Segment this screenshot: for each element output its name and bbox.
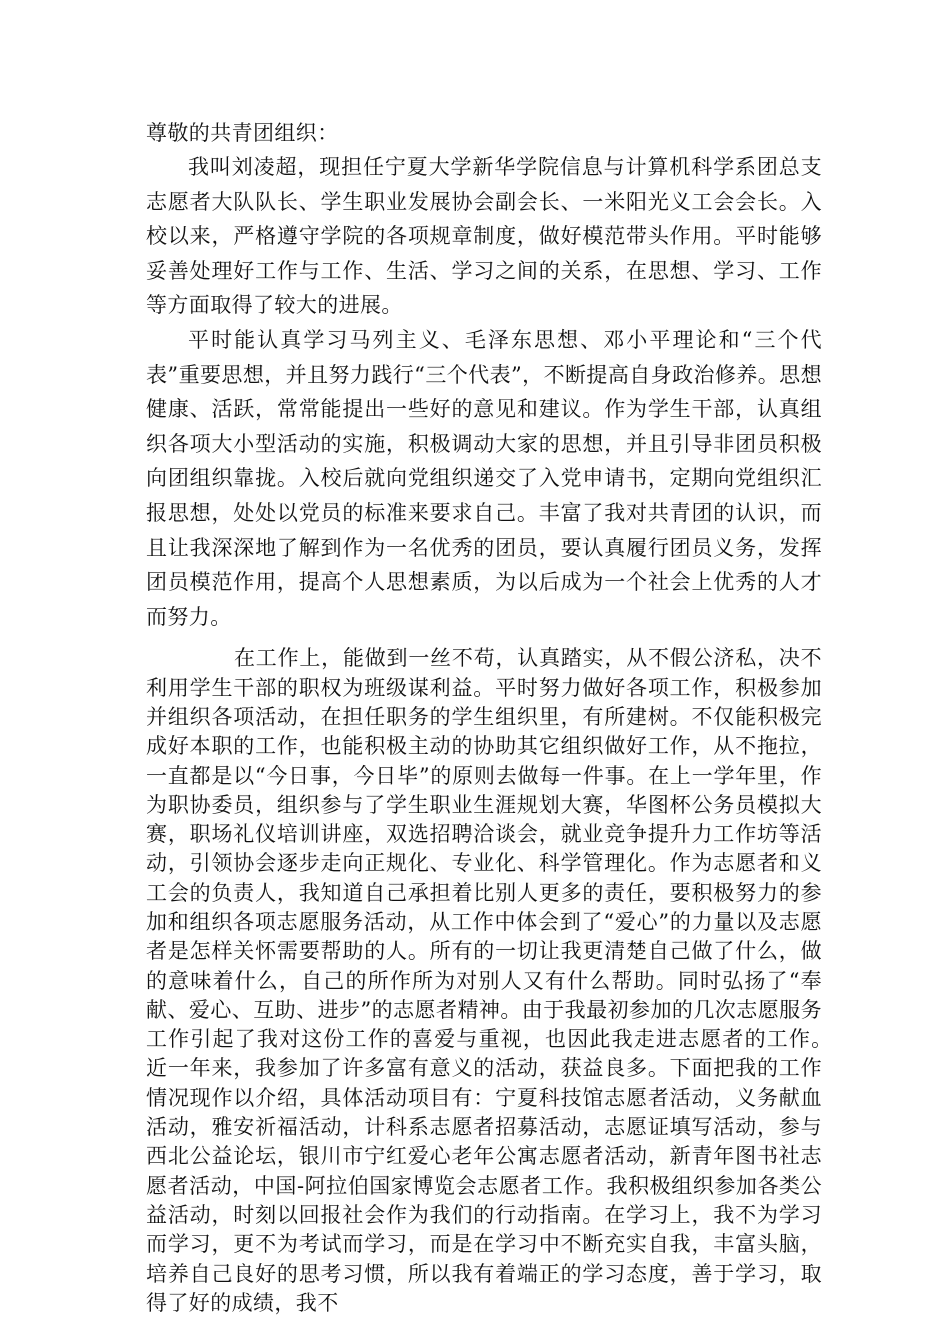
- letter-greeting: 尊敬的共青团组织：: [146, 121, 339, 145]
- letter-body: [146, 116, 844, 1318]
- paragraph-introduction: 我叫刘凌超，现担任宁夏大学新华学院信息与计算机科学系团总支志愿者大队队长、学生职业发展协会副会长、一米阳光义工会会长。入校以来，严格遵守学院的各项规章制度，做好模范带头作用。平时能够妥善处理好工作与工作、生活、学习之间的关系，在思想、学习、工作等方面取得了较大的进展。: [146, 155, 822, 318]
- paragraph-political-study: 平时能认真学习马列主义、毛泽东思想、邓小平理论和“三个代表”重要思想，并且努力践行“三个代表”，不断提高自身政治修养。思想健康、活跃，常常能提出一些好的意见和建议。作为学生干部，认真组织各项大小型活动的实施，积极调动大家的思想，并且引导非团员积极向团组织靠拢。入校后就向党组织递交了入党申请书，定期向党组织汇报思想，处处以党员的标准来要求自己。丰富了我对共青团的认识，而且让我深深地了解到作为一名优秀的团员，要认真履行团员义务，发挥团员模范作用，提高个人思想素质，为以后成为一个社会上优秀的人才而努力。: [146, 327, 822, 629]
- paragraph-work-and-activities: 在工作上，能做到一丝不苟，认真踏实，从不假公济私，决不利用学生干部的职权为班级谋利益。平时努力做好各项工作，积极参加并组织各项活动，在担任职务的学生组织里，有所建树。不仅能积极完成好本职的工作，也能积极主动的协助其它组织做好工作，从不拖拉，一直都是以“今日事，今日毕”的原则去做每一件事。在上一学年里，作为职协委员，组织参与了学生职业生涯规划大赛，华图杯公务员模拟大赛，职场礼仪培训讲座，双选招聘洽谈会，就业竞争提升力工作坊等活动，引领协会逐步走向正规化、专业化、科学管理化。作为志愿者和义工会的负责人，我知道自己承担着比别人更多的责任，要积极努力的参加和组织各项志愿服务活动，从工作中体会到了“爱心”的力量以及志愿者是怎样关怀需要帮助的人。所有的一切让我更清楚自己做了什么，做的意味着什么，自己的所作所为对别人又有什么帮助。同时弘扬了“奉献、爱心、互助、进步”的志愿者精神。由于我最初参加的几次志愿服务工作引起了我对这份工作的喜爱与重视，也因此我走进志愿者的工作。 近一年来，我参加了许多富有意义的活动，获益良多。下面把我的工作情况现作以介绍，具体活动项目有：宁夏科技馆志愿者活动，义务献血活动，雅安祈福活动，计科系志愿者招募活动，志愿证填写活动，参与西北公益论坛，银川市宁红爱心老年公寓志愿者活动，新青年图书社志愿者活动，中国-阿拉伯国家博览会志愿者工作。我积极组织参加各类公益活动，时刻以回报社会作为我们的行动指南。在学习上，我不为学习而学习，更不为考试而学习，而是在学习中不断充实自我，丰富头脑，培养自己良好的思考习惯，所以我有着端正的学习态度，善于学习，取得了好的成绩，我不: [146, 646, 844, 1315]
